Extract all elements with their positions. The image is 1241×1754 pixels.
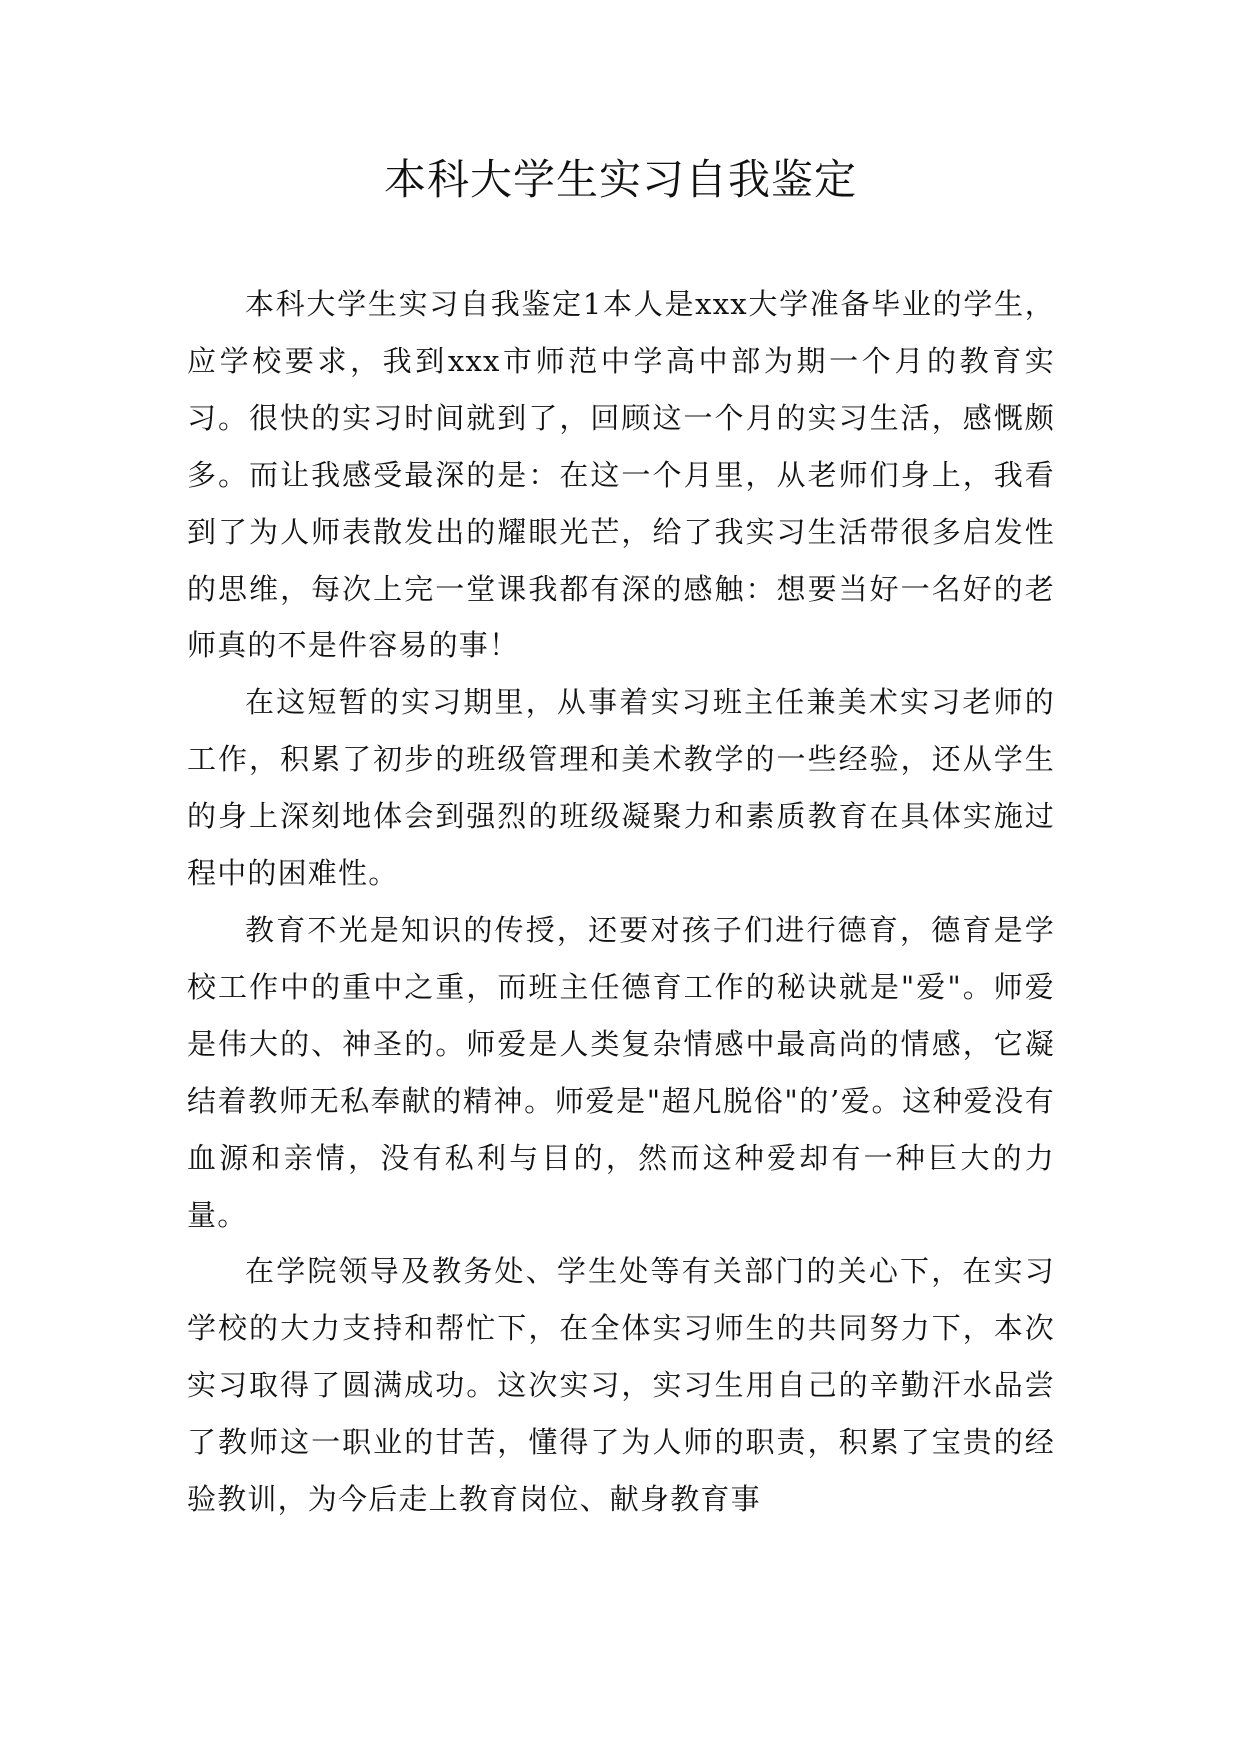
paragraph: 在这短暂的实习期里，从事着实习班主任兼美术实习老师的工作，积累了初步的班级管理和美术教学的一些经验，还从学生的身上深刻地体会到强烈的班级凝聚力和素质教育在具体实施过程中的困难性。: [187, 685, 1055, 891]
document-body: [187, 276, 1055, 1528]
paragraph: 本科大学生实习自我鉴定1本人是xxx大学准备毕业的学生，应学校要求，我到xxx市师范中学高中部为期一个月的教育实习。很快的实习时间就到了，回顾这一个月的实习生活，感慨颇多。而让我感受最深的是：在这一个月里，从老师们身上，我看到了为人师表散发出的耀眼光芒，给了我实习生活带很多启发性的思维，每次上完一堂课我都有深的感触：想要当好一名好的老师真的不是件容易的事！: [187, 287, 1055, 663]
document-title: 本科大学生实习自我鉴定: [383, 155, 857, 204]
paragraph: 在学院领导及教务处、学生处等有关部门的关心下，在实习学校的大力支持和帮忙下，在全体实习师生的共同努力下，本次实习取得了圆满成功。这次实习，实习生用自己的辛勤汗水品尝了教师这一职业的甘苦，懂得了为人师的职责，积累了宝贵的经验教训，为今后走上教育岗位、献身教育事: [187, 1254, 1055, 1517]
paragraph: 教育不光是知识的传授，还要对孩子们进行德育，德育是学校工作中的重中之重，而班主任德育工作的秘诀就是"爱"。师爱是伟大的、神圣的。师爱是人类复杂情感中最高尚的情感，它凝结着教师无私奉献的精神。师爱是"超凡脱俗"的’爱。这种爱没有血源和亲情，没有私利与目的，然而这种爱却有一种巨大的力量。: [187, 912, 1055, 1232]
